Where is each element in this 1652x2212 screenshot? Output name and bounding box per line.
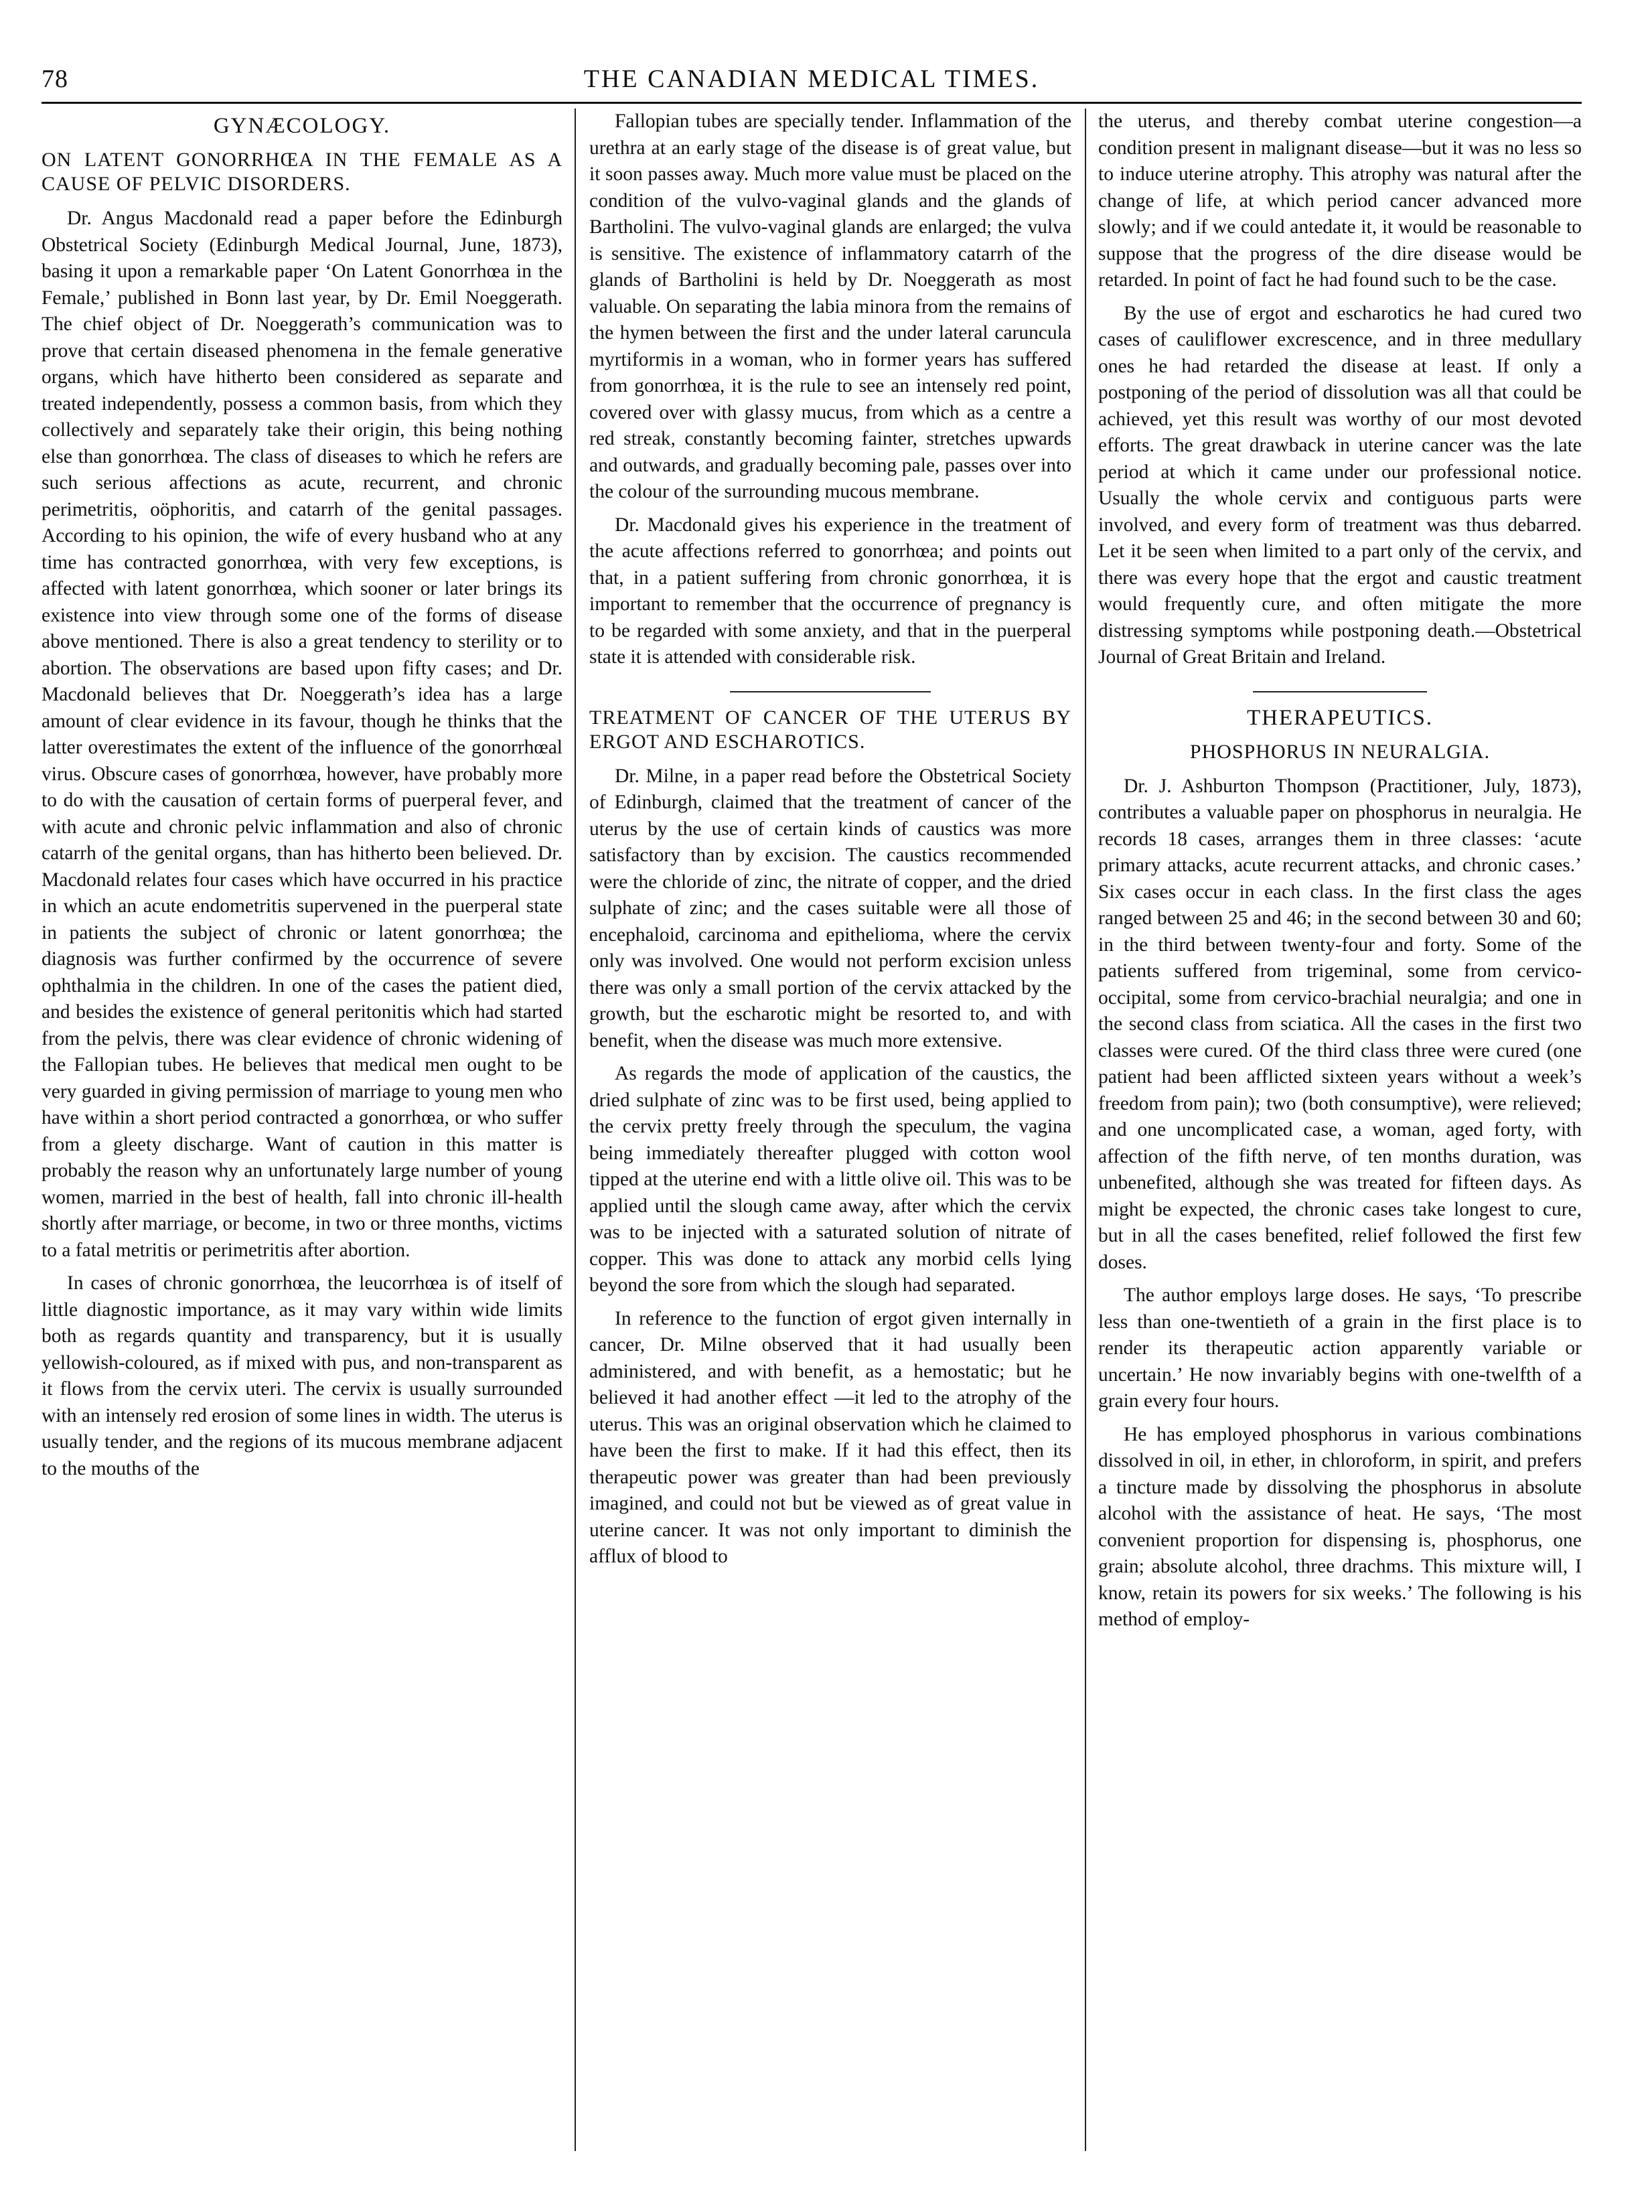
paragraph: As regards the mode of application of the caustics, the dried sulphate of zinc was to be first used, being applied to the cervix pretty freely through the speculum, the vagina being immediately thereafter plugged with cotton wool tipped at the uterine end with a little olive oil. This was to be applied until the slough came away, after which the cervix was to be injected with a saturated solution of nitrate of copper. This was done to attack any morbid cells lying beyond the sore from which the slough had separated. — [589, 1063, 1071, 1296]
paragraph: By the use of ergot and escharotics he had cured two cases of cauliflower excrescence, and in three medullary ones he had retarded the disease at least. If only a postponing of the period of dissolution was all that could be achieved, yet this result was worthy of our most devoted efforts. The great drawback in uterine cancer was the late period at which it came under our professional notice. Usually the whole cervix and contiguous parts were involved, and every form of treatment was thus debarred. Let it be seen when limited to a part only of the cervix, and there was every hope that the ergot and caustic treatment would frequently cure, and often mitigate the more distressing symptoms while postponing death.—Obstetrical Journal of Great Britain and Ireland. — [1098, 302, 1582, 668]
paragraph: The author employs large doses. He says, ‘To prescribe less than one-twentieth of a grain in the first place is to render its therapeutic action apparently variable or uncertain.’ He now invariably begins with one-twelfth of a grain every four hours. — [1098, 1284, 1582, 1412]
paragraph: In reference to the function of ergot given internally in cancer, Dr. Milne observed that it had usually been administered, and with benefit, as a hemostatic; but he believed it had another effect —it led to the atrophy of the uterus. This was an original observation which he claimed to have been the first to make. If it had this effect, then its therapeutic power was greater than had been previously imagined, and could not but be viewed as of great value in uterine cancer. It was not only important to diminish the afflux of blood to — [589, 1307, 1071, 1567]
article-separator-rule — [730, 691, 931, 692]
section-title-gynaecology: GYNÆCOLOGY. — [213, 114, 391, 138]
article-separator-rule — [1253, 691, 1427, 692]
paragraph: In cases of chronic gonorrhœa, the leucorrhœa is of itself of little diagnostic importance, as it may vary within wide limits both as regards quantity and transparency, but it is usually yellowish-coloured, as if mixed with pus, and non-transparent as it flows from the cervix uteri. The cervix is usually surrounded with an intensely red erosion of some lines in width. The uterus is usually tender, and the regions of its mucous membrane adjacent to the mouths of the — [42, 1272, 562, 1479]
paragraph: Dr. Angus Macdonald read a paper before the Edinburgh Obstetrical Society (Edinburgh Medical Journal, June, 1873), basing it upon a remarkable paper ‘On Latent Gonorrhœa in the Female,’ published in Bonn last year, by Dr. Emil Noeggerath. The chief object of Dr. Noeggerath’s communication was to prove that certain diseased phenomena in the female generative organs, which have hitherto been considered as separate and treated independently, possess a common basis, from which they collectively and separately take their origin, this being nothing else than gonorrhœa. The class of diseases to which he refers are such serious affections as acute, recurrent, and chronic perimetritis, oöphoritis, and catarrh of the genital passages. According to his opinion, the wife of every husband who at any time has contracted gonorrhœa, with very few exceptions, is affected with latent gonorrhœa, which sooner or later brings its existence into view through some one of the forms of disease above mentioned. There is also a great tendency to sterility or to abortion. The observations are based upon fifty cases; and Dr. Macdonald believes that Dr. Noeggerath’s idea has a large amount of clear evidence in its favour, though he thinks that the latter overestimates the extent of the influence of the gonorrhœal virus. Obscure cases of gonorrhœa, however, have probably more to do with the causation of certain forms of puerperal fever, and with acute and chronic pelvic inflammation and also of chronic catarrh of the genital organs, than has hitherto been believed. Dr. Macdonald relates four cases which have occurred in his practice in which an acute endometritis supervened in the puerperal state in patients the subject of chronic or latent gonorrhœa; the diagnosis was further confirmed by the occurrence of severe ophthalmia in the children. In one of the cases the patient died, and besides the existence of general peritonitis which had started from the pelvis, there was clear evidence of chronic widening of the Fallopian tubes. He believes that medical men ought to be very guarded in giving permission of marriage to young men who have within a short period contracted a gonorrhœa, or who suffer from a gleety discharge. Want of caution in this matter is probably the reason why an unfortunately large number of young women, married in the best of health, fall into chronic ill-health shortly after marriage, or become, in two or three months, victims to a fatal metritis or perimetritis after abortion. — [42, 208, 562, 1261]
paragraph: Fallopian tubes are specially tender. Inflammation of the urethra at an early stage of the disease is of great value, but it soon passes away. Much more value must be placed on the condition of the vulvo-vaginal glands and the glands of Bartholini. The vulvo-vaginal glands are enlarged; the vulva is sensitive. The existence of inflammatory catarrh of the glands of Bartholini is held by Dr. Noeggerath as most valuable. On separating the labia minora from the remains of the hymen between the first and the under lateral caruncula myrtiformis in a woman, who in former years has suffered from gonorrhœa, it is the rule to see an intensely red point, covered over with glassy mucus, from which as a centre a red streak, constantly becoming fainter, stretches upwards and outwards, and gradually becoming pale, passes over into the colour of the surrounding mucous membrane. — [589, 110, 1071, 502]
article-title-phosphorus-neuralgia: PHOSPHORUS IN NEURALGIA. — [1189, 740, 1491, 763]
article-title-latent-gonorrhoea: ON LATENT GONORRHŒA IN THE FEMALE AS A CAUSE OF PELVIC DISORDERS. — [42, 149, 562, 195]
page-header — [42, 64, 1582, 98]
paragraph: the uterus, and thereby combat uterine congestion—a condition present in malignant disease—but it was no less so to induce uterine atrophy. This atrophy was natural after the change of life, at which period cancer advanced more slowly; and if we could antedate it, it would be reasonable to suppose that the progress of the dire disease would be retarded. In point of fact he had found such to be the case. — [1098, 110, 1582, 291]
paragraph: Dr. Macdonald gives his experience in the treatment of the acute affections referred to gonorrhœa; and points out that, in a patient suffering from chronic gonorrhœa, it is important to remember that the occurrence of pregnancy is to be regarded with some anxiety, and that in the puerperal state it is attended with considerable risk. — [589, 514, 1071, 668]
column-divider — [575, 108, 576, 2151]
header-rule — [42, 102, 1582, 104]
article-title-cancer-uterus: TREATMENT OF CANCER OF THE UTERUS BY ERGOT AND ESCHAROTICS. — [589, 706, 1071, 753]
column-2 — [589, 108, 1071, 2151]
column-1 — [42, 108, 562, 2151]
paragraph: Dr. J. Ashburton Thompson (Practitioner, July, 1873), contributes a valuable paper on phosphorus in neuralgia. He records 18 cases, arranges them in three classes: ‘acute primary attacks, acute recurrent attacks, and chronic cases.’ Six cases occur in each class. In the first class the ages ranged between 25 and 46; in the second between 30 and 60; in the third between twenty-four and forty. Some of the patients suffered from trigeminal, some from cervico-occipital, some from cervico-brachial neuralgia; and one in the second class from sciatica. All the cases in the first two classes were cured. Of the third class three were cured (one patient had been afflicted sixteen years without a week’s freedom from pain); two (both consumptive), were relieved; and one uncomplicated case, a woman, aged forty, with affection of the fifth nerve, of ten months duration, was unbenefited, although she was treated for fifteen days. As might be expected, the chronic cases take longest to cure, but in all the cases benefited, relief followed the first few doses. — [1098, 775, 1582, 1273]
paragraph: He has employed phosphorus in various combinations dissolved in oil, in ether, in chloroform, in spirit, and prefers a tincture made by dissolving the phosphorus in absolute alcohol with the assistance of heat. He says, ‘The most convenient proportion for dispensing is, phosphorus, one grain; absolute alcohol, three drachms. This mixture will, I know, retain its powers for six weeks.’ The following is his method of employ- — [1098, 1423, 1582, 1630]
running-title: THE CANADIAN MEDICAL TIMES. — [583, 65, 1040, 93]
column-3 — [1098, 108, 1582, 2151]
column-divider — [1085, 108, 1086, 2151]
page-number: 78 — [42, 65, 68, 93]
section-title-therapeutics: THERAPEUTICS. — [1246, 705, 1434, 730]
paragraph: Dr. Milne, in a paper read before the Obstetrical Society of Edinburgh, claimed that the treatment of cancer of the uterus by the use of certain kinds of caustics was more satisfactory than by excision. The caustics recommended were the chloride of zinc, the nitrate of copper, and the dried sulphate of zinc; and the cases suitable were all those of encephaloid, carcinoma and epithelioma, where the cervix only was involved. One would not perform excision unless there was only a small portion of the cervix attacked by the growth, but the escharotic might be resorted to, and with benefit, when the disease was much more extensive. — [589, 765, 1071, 1051]
